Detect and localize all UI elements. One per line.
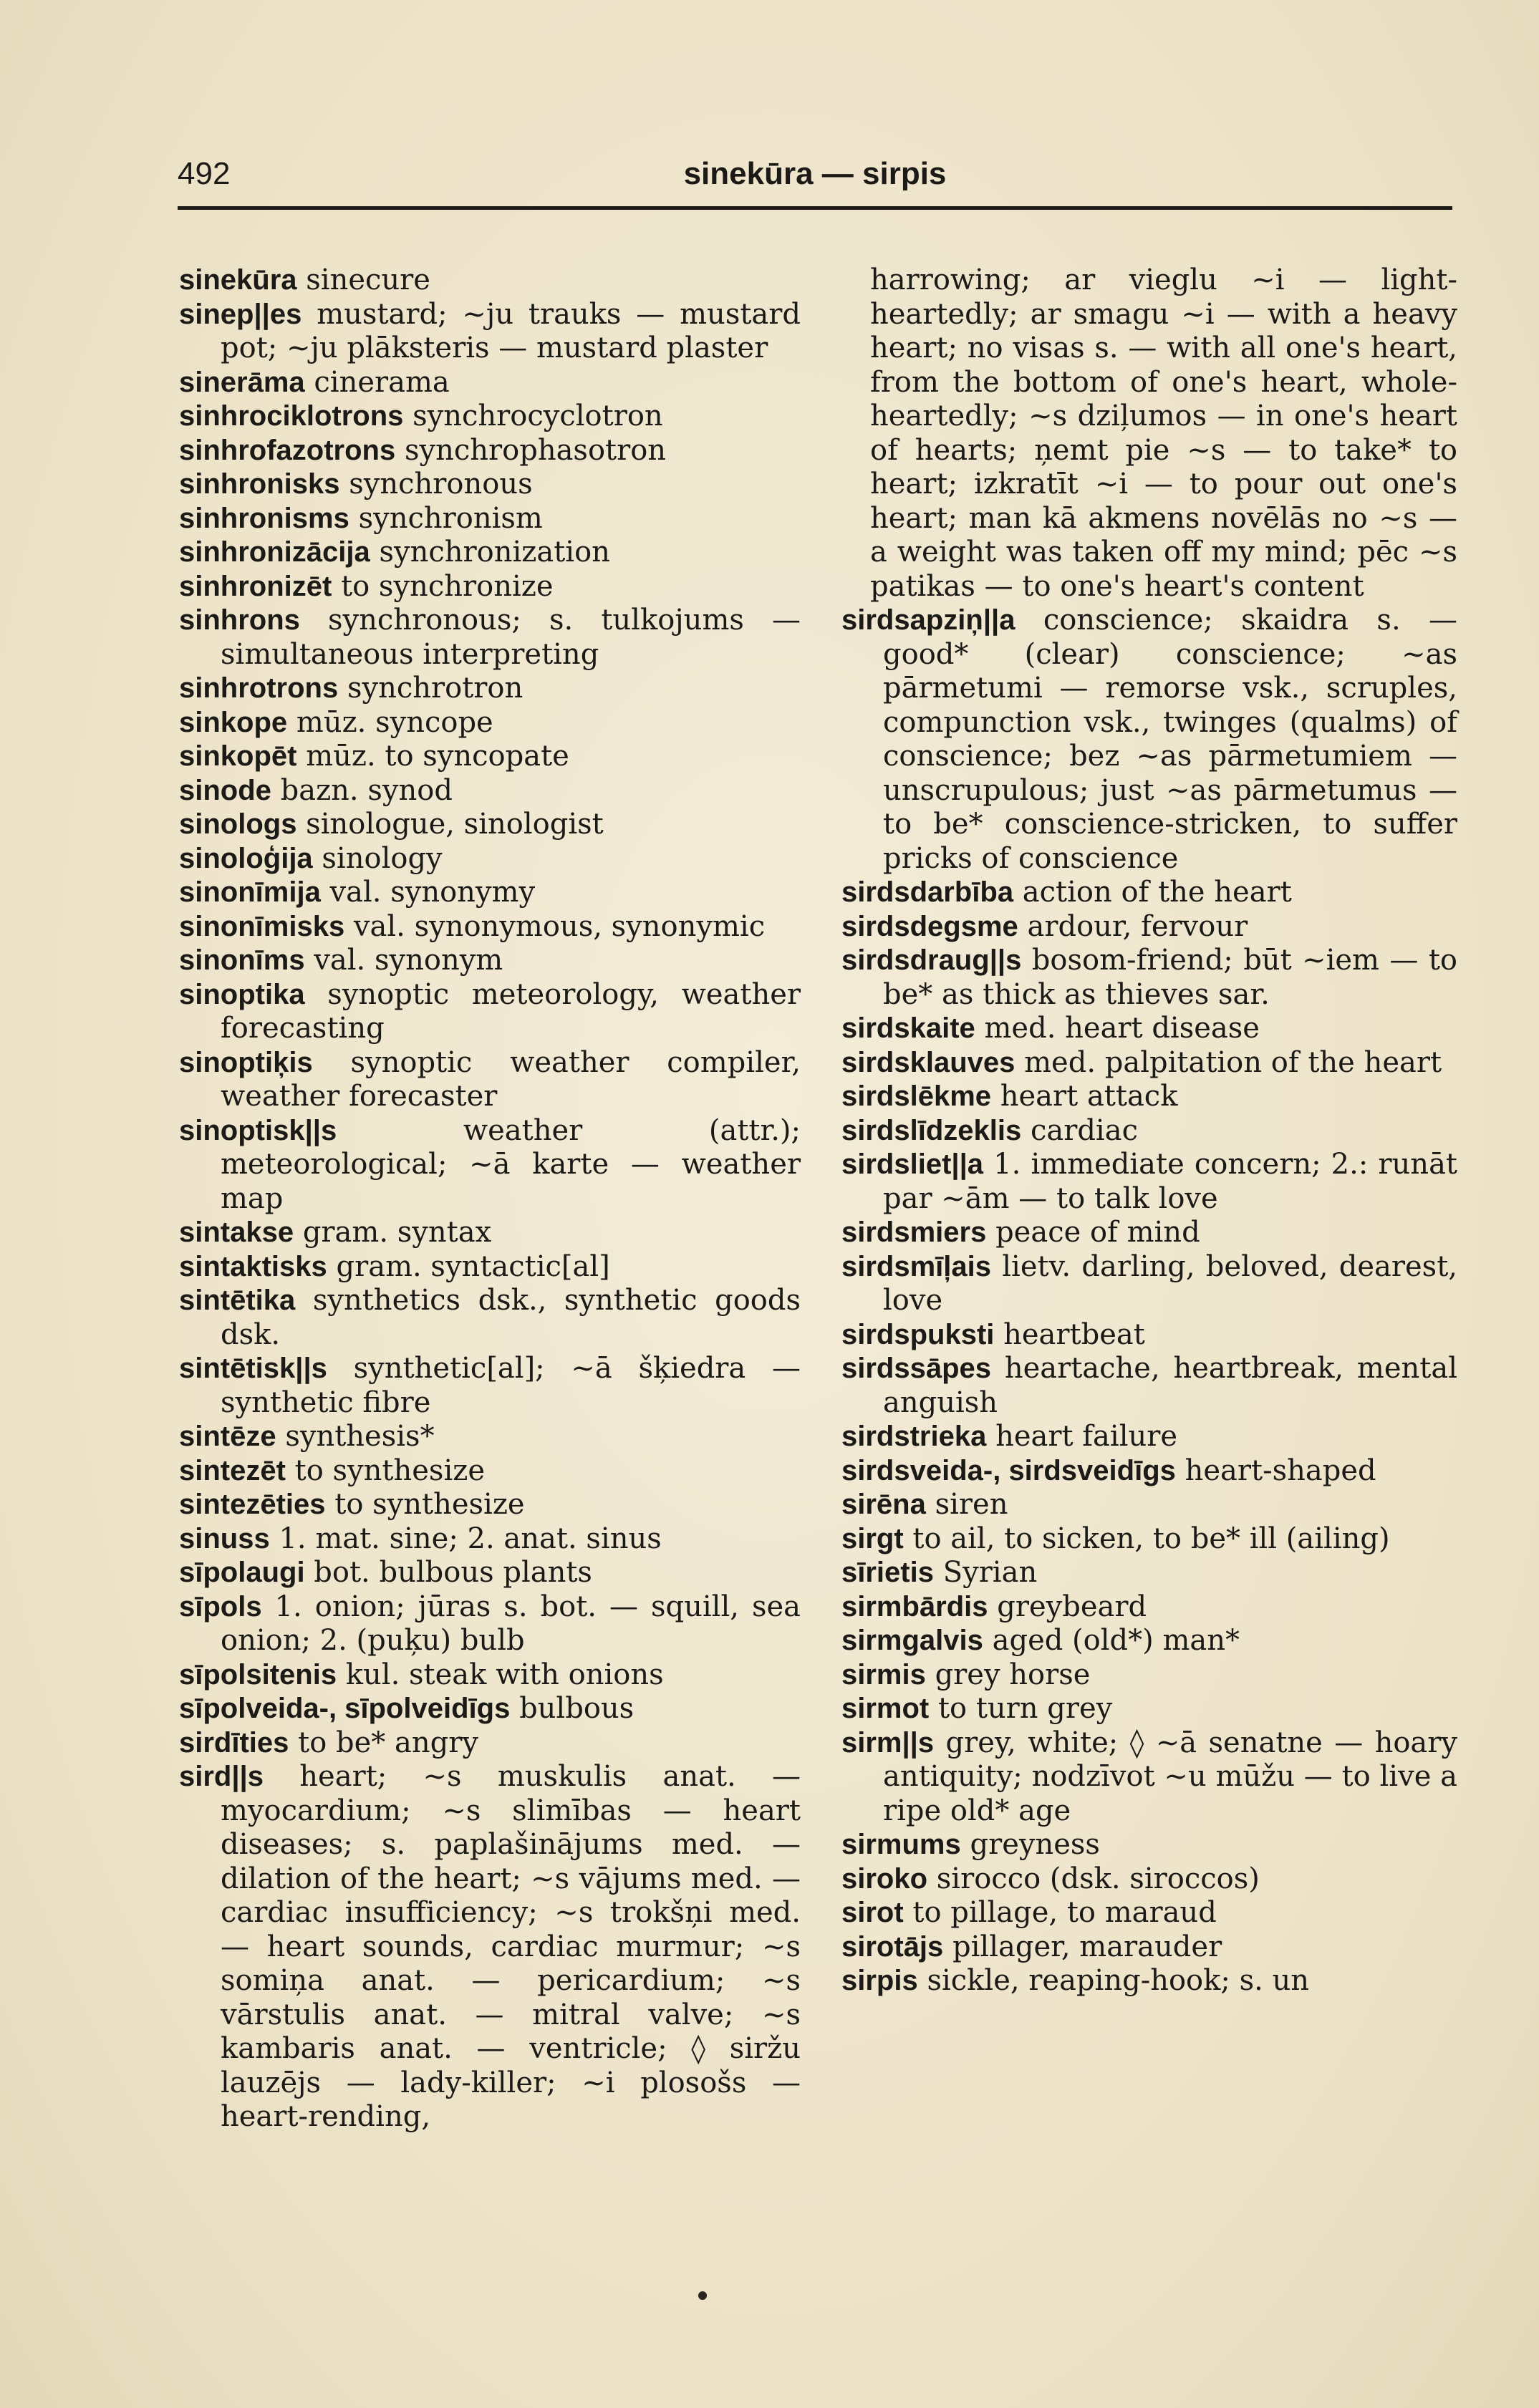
headword: sintezēties bbox=[179, 1489, 326, 1520]
running-head: sinekūra — sirpis bbox=[683, 156, 947, 191]
headword: sinonīmija bbox=[179, 876, 321, 908]
definition: to synthesize bbox=[294, 1454, 485, 1487]
definition: pillager, marauder bbox=[952, 1930, 1222, 1963]
page-header bbox=[178, 156, 1452, 208]
dictionary-entry bbox=[841, 1454, 1457, 1489]
headword: sirmbārdis bbox=[841, 1590, 988, 1623]
definition: cardiac bbox=[1030, 1113, 1138, 1147]
headword: sinonīmisks bbox=[179, 910, 345, 942]
dictionary-entry bbox=[179, 1488, 801, 1522]
definition: bosom-friend; būt ~iem — to be* as thick as thieves sar. bbox=[883, 944, 1458, 1011]
dictionary-entry bbox=[179, 1658, 801, 1693]
definition: to ail, to sicken, to be* ill (ailing) bbox=[912, 1522, 1390, 1555]
definition: to synchronize bbox=[341, 569, 554, 603]
dictionary-entry bbox=[841, 1114, 1457, 1149]
headword: sirēna bbox=[841, 1489, 926, 1520]
dictionary-entry bbox=[179, 570, 801, 604]
dictionary-entry bbox=[179, 1420, 801, 1454]
dictionary-entry bbox=[179, 672, 801, 706]
definition: peace of mind bbox=[995, 1216, 1200, 1249]
dictionary-entry bbox=[841, 1488, 1457, 1522]
definition: to turn grey bbox=[937, 1692, 1113, 1725]
headword: sinhronizēt bbox=[179, 570, 332, 602]
definition: to pillage, to maraud bbox=[912, 1896, 1217, 1929]
headword: sinhrotrons bbox=[179, 672, 339, 704]
dictionary-entry bbox=[841, 876, 1457, 910]
headword: sirdsdegsme bbox=[841, 910, 1018, 942]
headword: sirot bbox=[841, 1897, 904, 1928]
definition: gram. syntactic[al] bbox=[336, 1249, 610, 1283]
definition: heartache, heartbreak, mental anguish bbox=[883, 1352, 1457, 1419]
headword: sirdslēkme bbox=[841, 1080, 992, 1112]
dictionary-entry bbox=[179, 910, 801, 944]
dictionary-entry bbox=[841, 1862, 1457, 1897]
headword: sinhrofazotrons bbox=[179, 434, 396, 466]
headword: sirdsapziņ||a bbox=[841, 604, 1015, 636]
dictionary-entry bbox=[179, 1046, 801, 1114]
dictionary-entry bbox=[179, 536, 801, 570]
definition: bulbous bbox=[519, 1692, 635, 1725]
definition: gram. syntax bbox=[302, 1216, 492, 1249]
definition: grey horse bbox=[935, 1658, 1091, 1691]
headword: sirdsmīļais bbox=[841, 1250, 992, 1282]
definition: 1. onion; jūras s. bot. — squill, sea onion; 2. (puķu) bulb bbox=[221, 1590, 801, 1657]
dictionary-entry bbox=[179, 502, 801, 536]
dictionary-entry bbox=[179, 1726, 801, 1761]
definition: mūz. to syncopate bbox=[306, 740, 569, 773]
dictionary-entry bbox=[841, 1624, 1457, 1658]
definition: greybeard bbox=[997, 1590, 1147, 1623]
headword: sintētisk||s bbox=[179, 1353, 327, 1384]
dictionary-entry bbox=[841, 1692, 1457, 1726]
definition: synthesis* bbox=[285, 1420, 435, 1453]
definition: synthetics dsk., synthetic goods dsk. bbox=[221, 1284, 801, 1351]
headword: sirmis bbox=[841, 1658, 926, 1691]
headword: sintezēt bbox=[179, 1454, 286, 1486]
definition: synthetic[al]; ~ā šķiedra — synthetic fibre bbox=[221, 1352, 801, 1419]
dictionary-entry bbox=[841, 1930, 1457, 1965]
dictionary-entry bbox=[179, 604, 801, 672]
definition: siren bbox=[935, 1488, 1008, 1521]
dictionary-entry bbox=[179, 434, 801, 468]
dictionary-entry bbox=[179, 366, 801, 400]
headword: siroko bbox=[841, 1862, 928, 1895]
dictionary-entry bbox=[841, 604, 1457, 876]
headword: sinonīms bbox=[179, 944, 305, 976]
dictionary-entry bbox=[841, 944, 1457, 1012]
dictionary-entry bbox=[841, 1318, 1457, 1353]
headword: sirmums bbox=[841, 1829, 961, 1860]
headword: sīpolveida-, sīpolveidīgs bbox=[179, 1693, 511, 1724]
headword: sirdskaite bbox=[841, 1012, 975, 1044]
dictionary-entry bbox=[179, 1216, 801, 1250]
definition: 1. mat. sine; 2. anat. sinus bbox=[279, 1522, 662, 1555]
dictionary-entry bbox=[179, 400, 801, 434]
left-column bbox=[179, 263, 801, 2134]
headword: sinhronisks bbox=[179, 468, 340, 500]
definition: grey, white; ◊ ~ā senatne — hoary antiquity; nodzīvot ~u mūžu — to live a ripe old* age bbox=[883, 1726, 1457, 1827]
headword: sinekūra bbox=[179, 264, 297, 296]
definition: synchronism bbox=[358, 501, 543, 535]
definition: action of the heart bbox=[1022, 876, 1292, 909]
dictionary-entry bbox=[179, 1114, 801, 1217]
dictionary-entry bbox=[179, 263, 801, 298]
definition: mūz. syncope bbox=[296, 705, 493, 739]
definition: heart-shaped bbox=[1185, 1454, 1376, 1487]
definition: weather (attr.); meteorological; ~ā karte — weather map bbox=[221, 1113, 801, 1215]
dictionary-entry bbox=[841, 1896, 1457, 1930]
dictionary-entry bbox=[179, 468, 801, 502]
definition: synchronous bbox=[349, 468, 533, 501]
definition: synchrocyclotron bbox=[413, 400, 663, 432]
headword: sirm||s bbox=[841, 1726, 935, 1759]
definition: kul. steak with onions bbox=[345, 1658, 664, 1691]
dictionary-entry bbox=[179, 1590, 801, 1658]
headword: sirpis bbox=[841, 1965, 918, 1996]
dictionary-entry bbox=[179, 1760, 801, 2134]
dictionary-entry bbox=[841, 1352, 1457, 1420]
definition: cinerama bbox=[314, 365, 450, 399]
dictionary-entry bbox=[179, 978, 801, 1046]
dictionary-entry bbox=[841, 1658, 1457, 1693]
headword: sirdsveida-, sirdsveidīgs bbox=[841, 1454, 1176, 1486]
definition: sinologue, sinologist bbox=[306, 808, 604, 841]
definition: synchrophasotron bbox=[404, 433, 667, 467]
definition: bot. bulbous plants bbox=[314, 1556, 592, 1589]
headword: sinoptisk||s bbox=[179, 1114, 337, 1146]
dictionary-entry bbox=[179, 740, 801, 774]
definition: sirocco (dsk. siroccos) bbox=[936, 1862, 1260, 1895]
headword: sinode bbox=[179, 774, 271, 806]
page-mark bbox=[698, 2291, 707, 2300]
definition: greyness bbox=[970, 1828, 1100, 1861]
definition: sickle, reaping-hook; s. un bbox=[927, 1964, 1310, 1997]
headword: sirmgalvis bbox=[841, 1625, 983, 1656]
headword: sirgt bbox=[841, 1522, 904, 1554]
dictionary-entry bbox=[179, 1250, 801, 1285]
dictionary-entry bbox=[841, 1046, 1457, 1080]
definition: Syrian bbox=[942, 1556, 1038, 1589]
dictionary-entry bbox=[841, 1148, 1457, 1216]
definition: sinecure bbox=[306, 263, 430, 296]
dictionary-entry bbox=[179, 774, 801, 808]
dictionary-entry bbox=[179, 842, 801, 876]
dictionary-entry bbox=[179, 1284, 801, 1352]
definition: lietv. darling, beloved, dearest, love bbox=[883, 1249, 1457, 1317]
definition: bazn. synod bbox=[280, 773, 453, 807]
dictionary-entry bbox=[841, 1726, 1457, 1829]
headword: sinologs bbox=[179, 808, 297, 840]
dictionary-entry bbox=[179, 808, 801, 842]
dictionary-entry bbox=[179, 1556, 801, 1590]
headword: sirdsmiers bbox=[841, 1217, 987, 1248]
dictionary-entry bbox=[179, 1454, 801, 1489]
definition: med. palpitation of the heart bbox=[1024, 1045, 1442, 1079]
headword: sinoptiķis bbox=[179, 1046, 313, 1078]
headword: sinerāma bbox=[179, 366, 305, 398]
definition: val. synonym bbox=[314, 944, 503, 977]
definition: synoptic weather compiler, weather forecaster bbox=[221, 1045, 801, 1113]
headword: sīrietis bbox=[841, 1557, 934, 1588]
headword: sirotājs bbox=[841, 1930, 944, 1963]
definition: synchrotron bbox=[347, 672, 524, 705]
definition: conscience; skaidra s. — good* (clear) conscience; ~as pārmetumi — remorse vsk., scruples, compunction vsk., twinges (qualms) of conscience; bez ~as pārmetumiem — unscrupulous; just ~as pārmetumus — to be* conscience-stricken, to suffer pricks of conscience bbox=[883, 604, 1457, 875]
dictionary-entry bbox=[179, 944, 801, 978]
dictionary-entry bbox=[841, 1012, 1457, 1046]
page-number: 492 bbox=[178, 156, 231, 191]
dictionary-entry bbox=[841, 1522, 1457, 1557]
headword: sinhrons bbox=[179, 604, 300, 636]
dictionary-entry bbox=[841, 1250, 1457, 1318]
headword: sinkopēt bbox=[179, 740, 297, 772]
definition: synchronization bbox=[379, 536, 610, 569]
headword: sintētika bbox=[179, 1285, 296, 1316]
definition: heart failure bbox=[995, 1420, 1178, 1453]
headword: sīpolsitenis bbox=[179, 1658, 337, 1691]
definition: ardour, fervour bbox=[1027, 909, 1248, 943]
headword: sinep||es bbox=[179, 298, 302, 330]
definition: aged (old*) man* bbox=[992, 1624, 1240, 1657]
headword: sirdstrieka bbox=[841, 1421, 987, 1452]
dictionary-entry bbox=[179, 1692, 801, 1726]
headword: sirdsdraug||s bbox=[841, 944, 1022, 976]
definition: 1. immediate concern; 2.: runāt par ~ām — to talk love bbox=[883, 1148, 1457, 1215]
definition: val. synonymous, synonymic bbox=[353, 909, 766, 943]
dictionary-entry bbox=[179, 1352, 801, 1420]
headword: sirdspuksti bbox=[841, 1318, 995, 1350]
dictionary-entry bbox=[841, 1828, 1457, 1862]
headword: sird||s bbox=[179, 1761, 264, 1792]
dictionary-entry bbox=[841, 1420, 1457, 1454]
headword: sirdslīdzeklis bbox=[841, 1114, 1022, 1146]
headword: sinuss bbox=[179, 1522, 270, 1554]
definition: med. heart disease bbox=[984, 1012, 1260, 1045]
definition: synoptic meteorology, weather forecasting bbox=[221, 977, 801, 1045]
headword: sirmot bbox=[841, 1693, 930, 1724]
definition: to synthesize bbox=[334, 1488, 525, 1521]
dictionary-entry bbox=[179, 876, 801, 910]
headword: sinhronisms bbox=[179, 502, 349, 534]
headword: sinoloģija bbox=[179, 842, 313, 874]
headword: sirdssāpes bbox=[841, 1353, 992, 1384]
headword: sirdsklauves bbox=[841, 1046, 1015, 1078]
right-column-entries bbox=[841, 604, 1457, 1998]
definition: heart attack bbox=[1000, 1080, 1178, 1113]
dictionary-entry bbox=[841, 1556, 1457, 1590]
dictionary-entry bbox=[841, 1080, 1457, 1114]
headword: sintakse bbox=[179, 1217, 294, 1248]
definition: heartbeat bbox=[1003, 1317, 1145, 1351]
definition: sinology bbox=[322, 841, 443, 875]
headword: sinkope bbox=[179, 706, 288, 738]
headword: sīpols bbox=[179, 1590, 262, 1623]
dictionary-entry bbox=[841, 1216, 1457, 1250]
headword: sīpolaugi bbox=[179, 1557, 305, 1588]
right-column bbox=[841, 263, 1457, 1998]
dictionary-entry bbox=[179, 706, 801, 740]
dictionary-entry bbox=[179, 298, 801, 366]
headword: sinhronizācija bbox=[179, 536, 370, 568]
dictionary-entry bbox=[841, 1964, 1457, 1998]
definition: heart; ~s muskulis anat. — myocardium; ~s slimības — heart diseases; s. paplašinājums med. — dilation of the heart; ~s vājums med. — cardiac insufficiency; ~s trokšņi med. — heart sounds, cardiac murmur; ~s somiņa anat. — pericardium; ~s vārstulis anat. — mitral valve; ~s kambaris anat. — ventricle; ◊ siržu lauzējs — lady-killer; ~i plosošs — heart-rending, bbox=[221, 1760, 801, 2133]
headword: sirdīties bbox=[179, 1726, 289, 1759]
definition: val. synonymy bbox=[329, 876, 536, 909]
headword: sintēze bbox=[179, 1421, 276, 1452]
headword: sirdsdarbība bbox=[841, 876, 1014, 908]
headword: sirdsliet||a bbox=[841, 1149, 984, 1180]
headword: sinhrociklotrons bbox=[179, 400, 404, 432]
continued-entry-text: harrowing; ar vieglu ~i — light-heartedly; ar smagu ~i — with a heavy heart; no visas s. — with all one's heart, from the bottom of one's heart, whole-heartedly; ~s dziļumos — in one's heart of hearts; ņemt pie ~s — to take* to heart; izkratīt ~i — to pour out one's heart; man kā akmens novēlās no ~s — a weight was taken off my mind; pēc ~s patikas — to one's heart's content bbox=[870, 263, 1457, 603]
dictionary-entry bbox=[841, 910, 1457, 944]
headword: sinoptika bbox=[179, 978, 305, 1010]
definition: synchronous; s. tulkojums — simultaneous interpreting bbox=[221, 604, 801, 671]
definition: mustard; ~ju trauks — mustard pot; ~ju plāksteris — mustard plaster bbox=[221, 297, 801, 364]
dictionary-entry bbox=[841, 1590, 1457, 1625]
dictionary-entry bbox=[179, 1522, 801, 1557]
definition: to be* angry bbox=[298, 1726, 478, 1759]
headword: sintaktisks bbox=[179, 1250, 327, 1282]
header-rule bbox=[178, 206, 1452, 210]
